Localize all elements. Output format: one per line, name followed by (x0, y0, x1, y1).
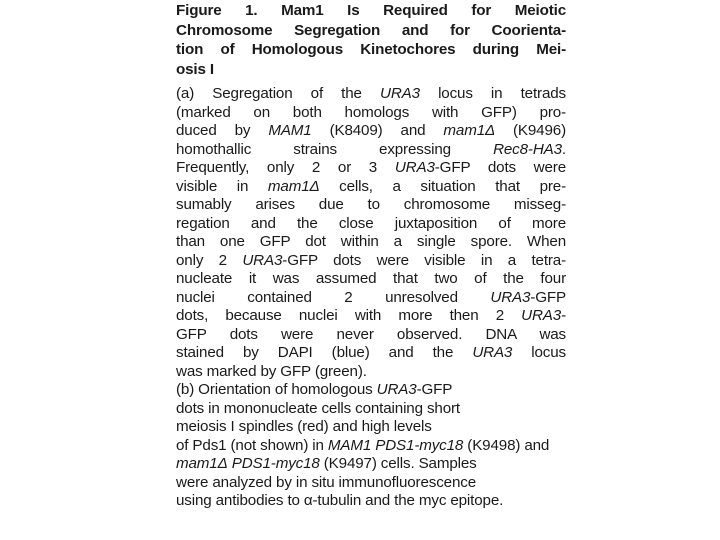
caption-line: (marked on both homologs with GFP) pro- (176, 103, 566, 121)
caption-line: meiosis I spindles (red) and high levels (176, 418, 432, 435)
caption-line: Frequently, only 2 or 3 URA3-GFP dots were (176, 159, 567, 176)
caption-line: homothallic strains expressing Rec8-HA3. (176, 140, 566, 158)
figure-title (176, 1, 566, 79)
figure-caption (176, 1, 566, 511)
caption-line: than one GFP dot within a single spore. When (176, 233, 566, 250)
caption-line: nuclei contained 2 unresolved URA3-GFP (176, 288, 566, 306)
caption-line: sumably arises due to chromosome misseg- (176, 196, 566, 213)
caption-line: dots in mononucleate cells containing short (176, 399, 460, 417)
caption-line: duced by MAM1 (K8409) and mam1Δ (K9496) (176, 122, 566, 139)
caption-line: using antibodies to α-tubulin and the myc epitope. (176, 492, 504, 509)
caption-line: of Pds1 (not shown) in MAM1 PDS1-myc18 (K9498) and (176, 436, 550, 454)
caption-line: were analyzed by in situ immunofluorescence (176, 473, 476, 491)
caption-line: (a) Segregation of the URA3 locus in tetrads (176, 85, 566, 102)
caption-line: only 2 URA3-GFP dots were visible in a tetra- (176, 251, 567, 269)
title-line: Chromosome Segregation and for Coorienta- (176, 21, 566, 39)
caption-part-b (176, 381, 566, 511)
caption-line: nucleate it was assumed that two of the four (176, 270, 566, 287)
caption-line: was marked by GFP (green). (176, 362, 367, 380)
caption-line: mam1Δ PDS1-myc18 (K9497) cells. Samples (176, 455, 477, 472)
caption-line: GFP dots were never observed. DNA was (176, 325, 566, 343)
caption-line: regation and the close juxtaposition of more (176, 214, 566, 232)
caption-line: (b) Orientation of homologous URA3-GFP (176, 381, 453, 398)
title-line: Figure 1. Mam1 Is Required for Meiotic (176, 2, 566, 19)
caption-line: stained by DAPI (blue) and the URA3 locus (176, 344, 566, 361)
title-line: osis I (176, 60, 214, 78)
caption-line: dots, because nuclei with more then 2 URA3- (176, 307, 566, 324)
title-line: tion of Homologous Kinetochores during Mei- (176, 41, 566, 58)
caption-line: visible in mam1Δ cells, a situation that pre- (176, 177, 566, 195)
caption-part-a (176, 85, 566, 381)
